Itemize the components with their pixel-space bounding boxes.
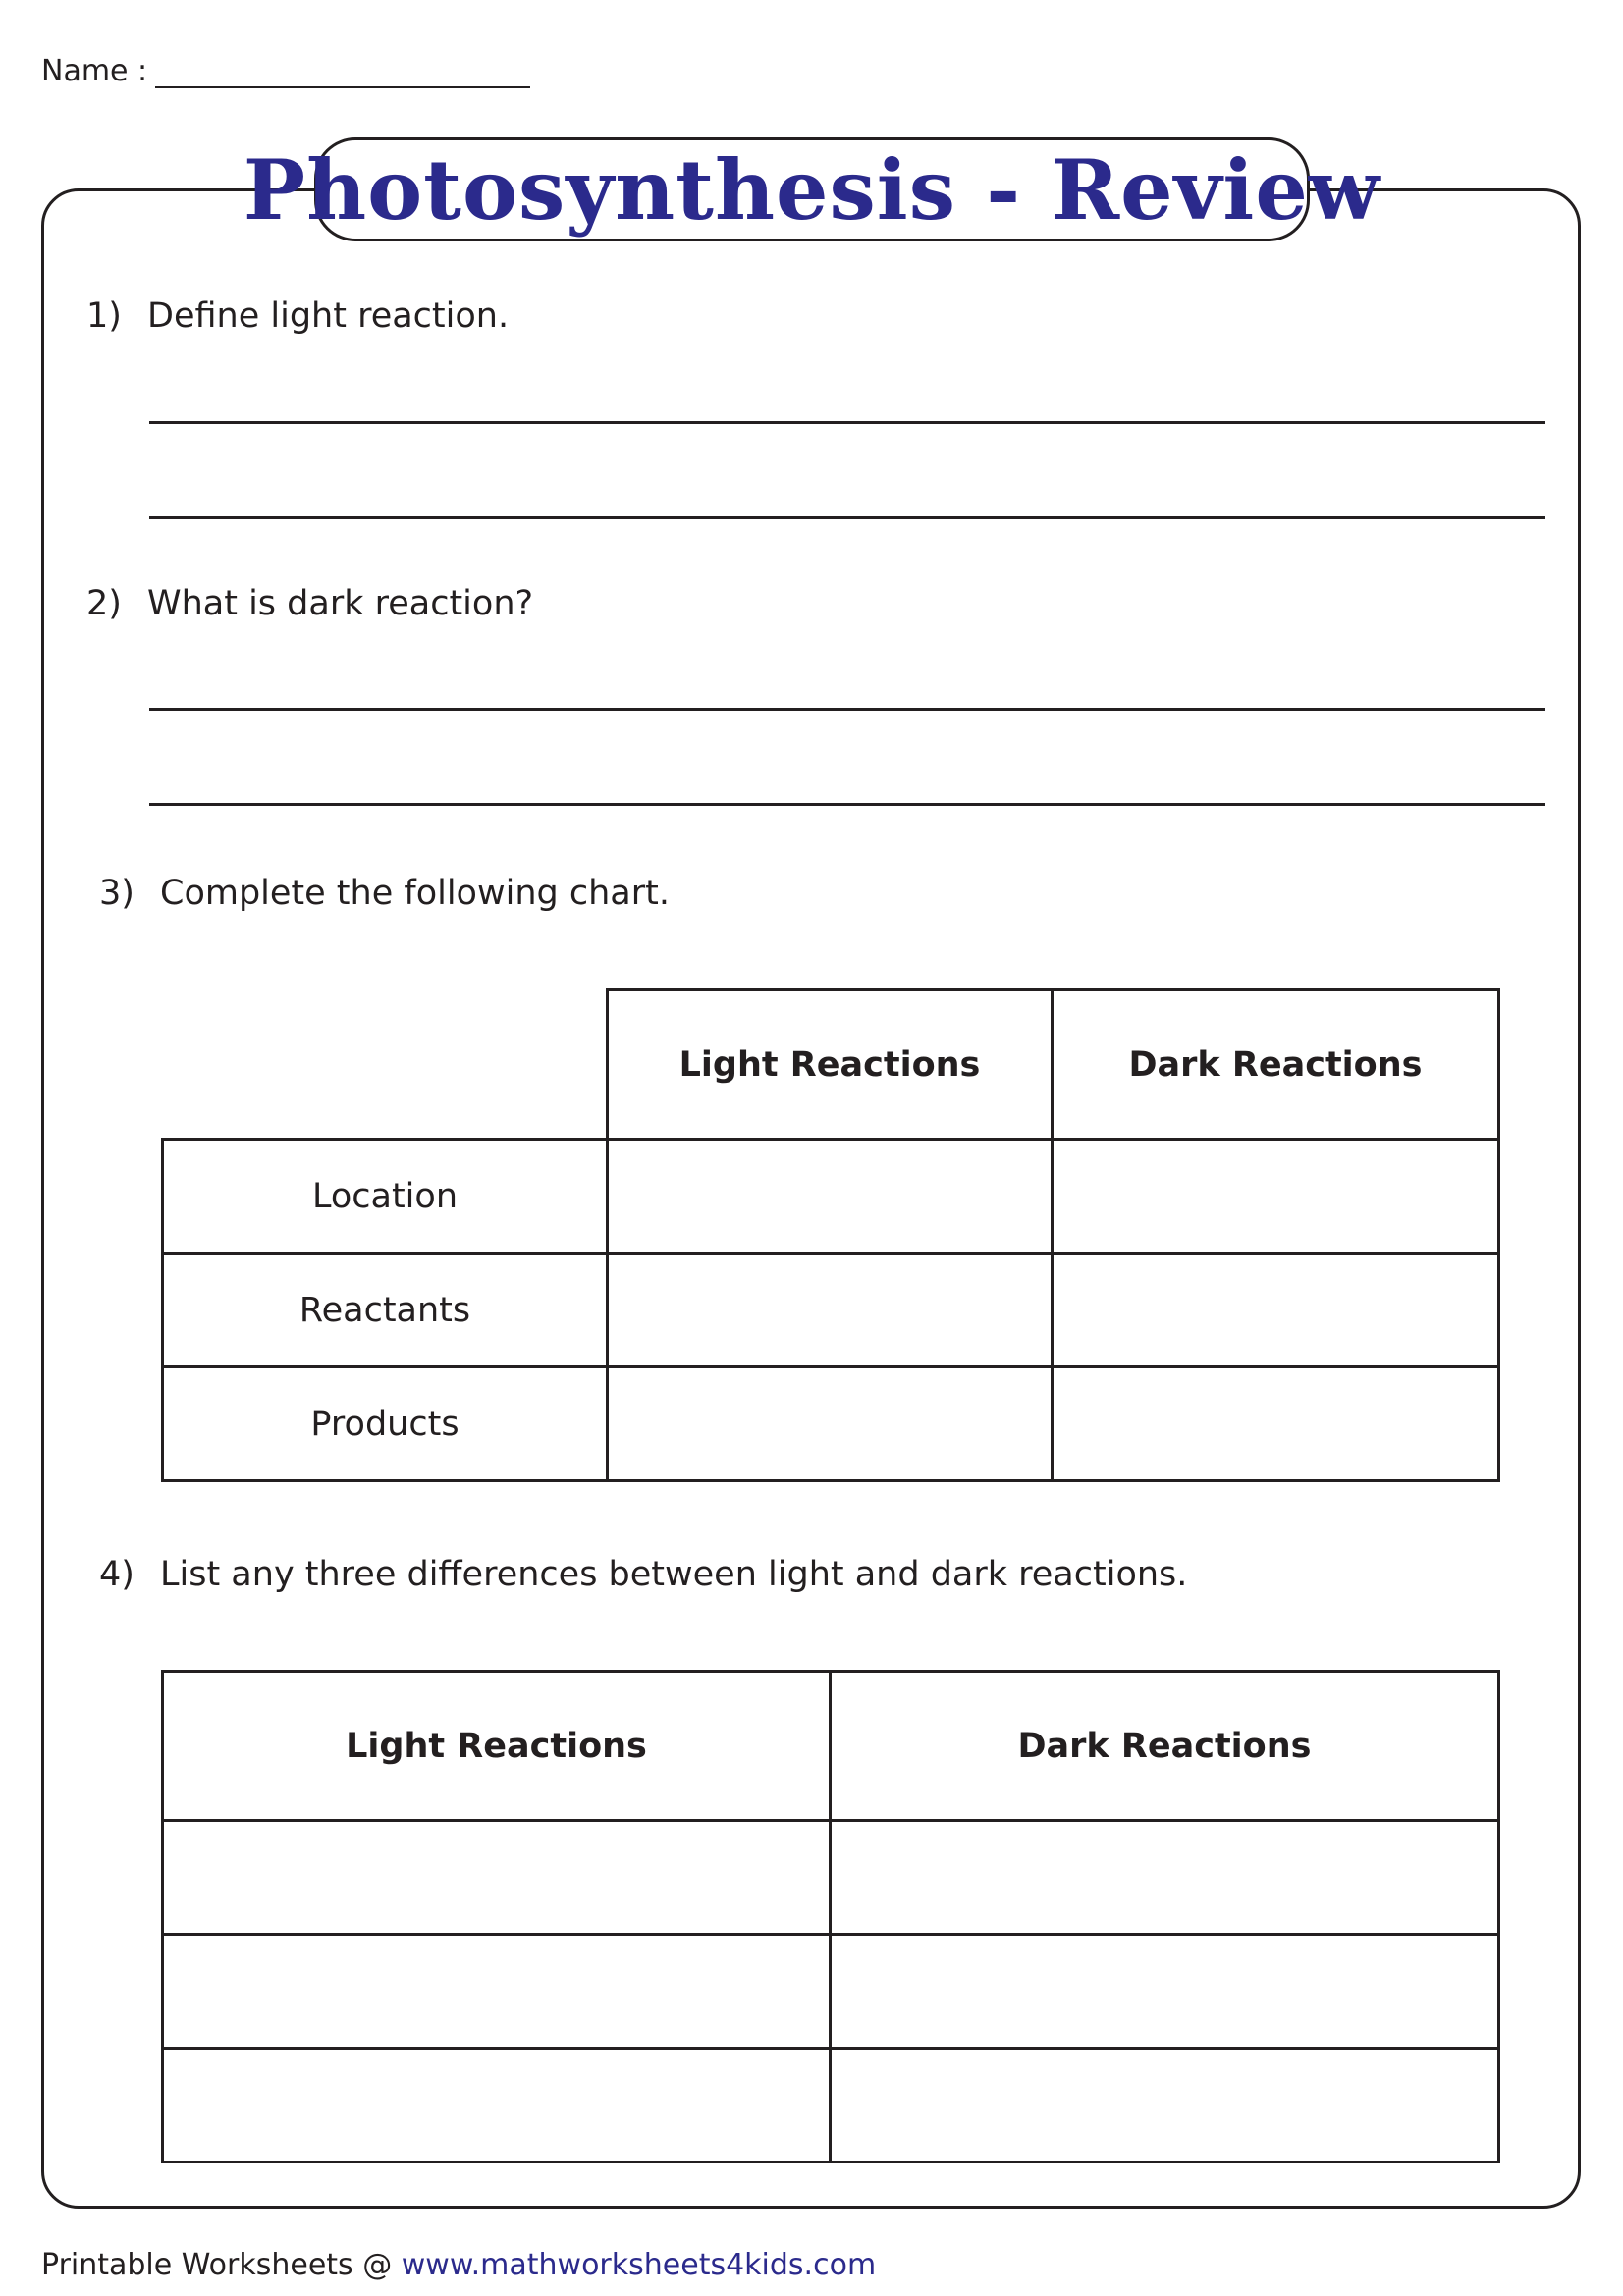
question-2 — [86, 584, 534, 623]
answer-cell[interactable] — [831, 1935, 1499, 2049]
column-header-dark: Dark Reactions — [831, 1672, 1499, 1821]
page-title: Photosynthesis - Review — [243, 140, 1381, 239]
footer-link[interactable]: www.mathworksheets4kids.com — [401, 2248, 877, 2282]
answer-cell[interactable] — [831, 1821, 1499, 1935]
column-header-dark: Dark Reactions — [1053, 990, 1499, 1140]
table-row — [163, 1254, 1499, 1367]
footer-prefix: Printable Worksheets @ — [41, 2248, 402, 2282]
differences-chart — [161, 1670, 1500, 2163]
row-label-products: Products — [163, 1367, 608, 1481]
answer-cell[interactable] — [608, 1367, 1053, 1481]
question-text: List any three differences between light and dark reactions. — [160, 1555, 1188, 1594]
question-text: Complete the following chart. — [160, 874, 670, 913]
question-text: Define light reaction. — [147, 296, 510, 336]
answer-cell[interactable] — [163, 1821, 831, 1935]
column-header-light: Light Reactions — [608, 990, 1053, 1140]
answer-cell[interactable] — [608, 1140, 1053, 1254]
question-number: 2) — [86, 584, 122, 623]
answer-cell[interactable] — [1053, 1140, 1499, 1254]
table-row — [163, 2049, 1499, 2163]
answer-cell[interactable] — [1053, 1367, 1499, 1481]
table-row — [163, 1367, 1499, 1481]
answer-line[interactable] — [149, 708, 1545, 711]
column-header-light: Light Reactions — [163, 1672, 831, 1821]
chart-header-row — [163, 1672, 1499, 1821]
name-input-line[interactable] — [155, 51, 530, 88]
table-row — [163, 1821, 1499, 1935]
question-number: 4) — [99, 1555, 135, 1594]
question-text: What is dark reaction? — [147, 584, 534, 623]
question-number: 1) — [86, 296, 122, 336]
row-label-reactants: Reactants — [163, 1254, 608, 1367]
chart-header-row — [163, 990, 1499, 1140]
name-label: Name : — [41, 54, 148, 88]
title-banner — [243, 137, 1381, 241]
answer-cell[interactable] — [831, 2049, 1499, 2163]
reactions-chart — [161, 988, 1500, 1482]
answer-cell[interactable] — [608, 1254, 1053, 1367]
question-number: 3) — [99, 874, 135, 913]
answer-cell[interactable] — [1053, 1254, 1499, 1367]
answer-cell[interactable] — [163, 2049, 831, 2163]
answer-line[interactable] — [149, 516, 1545, 519]
empty-corner-cell — [163, 990, 608, 1140]
question-1 — [86, 296, 510, 336]
name-field-row — [41, 51, 530, 88]
row-label-location: Location — [163, 1140, 608, 1254]
answer-line[interactable] — [149, 803, 1545, 806]
question-3 — [99, 874, 670, 913]
footer — [41, 2248, 876, 2282]
answer-line[interactable] — [149, 421, 1545, 424]
table-row — [163, 1140, 1499, 1254]
answer-cell[interactable] — [163, 1935, 831, 2049]
table-row — [163, 1935, 1499, 2049]
question-4 — [99, 1555, 1188, 1594]
